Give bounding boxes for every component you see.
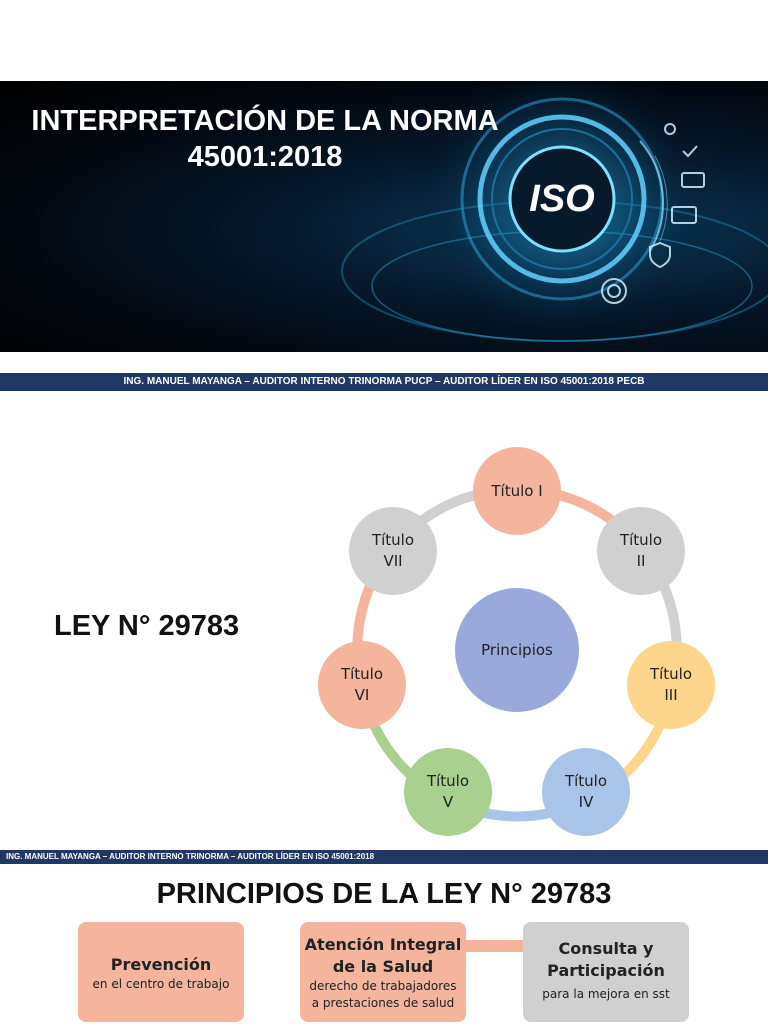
- principle-atencion-integral: Atención Integral de la Salud derecho de trabajadores a prestaciones de salud: [300, 922, 466, 1022]
- cycle-node-titulo-vii: Título VII: [349, 507, 437, 595]
- law-title: LEY N° 29783: [54, 610, 240, 642]
- iso-logo-text: ISO: [529, 178, 595, 220]
- cycle-node-titulo-ii: Título II: [597, 507, 685, 595]
- principles-title: PRINCIPIOS DE LA LEY N° 29783: [156, 878, 612, 910]
- principle-connector: [464, 940, 528, 952]
- cycle-node-titulo-iii: Título III: [627, 641, 715, 729]
- cycle-node-titulo-v: Título V: [404, 748, 492, 836]
- author-strip-secondary: ING. MANUEL MAYANGA – AUDITOR INTERNO TRINORMA – AUDITOR LÍDER EN ISO 45001:2018: [0, 850, 768, 864]
- cycle-node-titulo-iv: Título IV: [542, 748, 630, 836]
- cycle-center-label: Principios: [481, 640, 553, 659]
- banner-title: [0, 103, 530, 175]
- principle-consulta-participacion: Consulta y Participación para la mejora en sst: [523, 922, 689, 1022]
- banner-title-line1: INTERPRETACIÓN DE LA NORMA: [31, 105, 499, 137]
- title-banner: [0, 81, 768, 352]
- cycle-node-titulo-vi: Título VI: [318, 641, 406, 729]
- cycle-center-principios: [455, 588, 579, 712]
- principle-prevencion: Prevención en el centro de trabajo: [78, 922, 244, 1022]
- author-strip: ING. MANUEL MAYANGA – AUDITOR INTERNO TRINORMA PUCP – AUDITOR LÍDER EN ISO 45001:2018 PECB: [0, 373, 768, 391]
- cycle-node-titulo-i: Título I: [473, 447, 561, 535]
- banner-title-line2: 45001:2018: [187, 141, 343, 173]
